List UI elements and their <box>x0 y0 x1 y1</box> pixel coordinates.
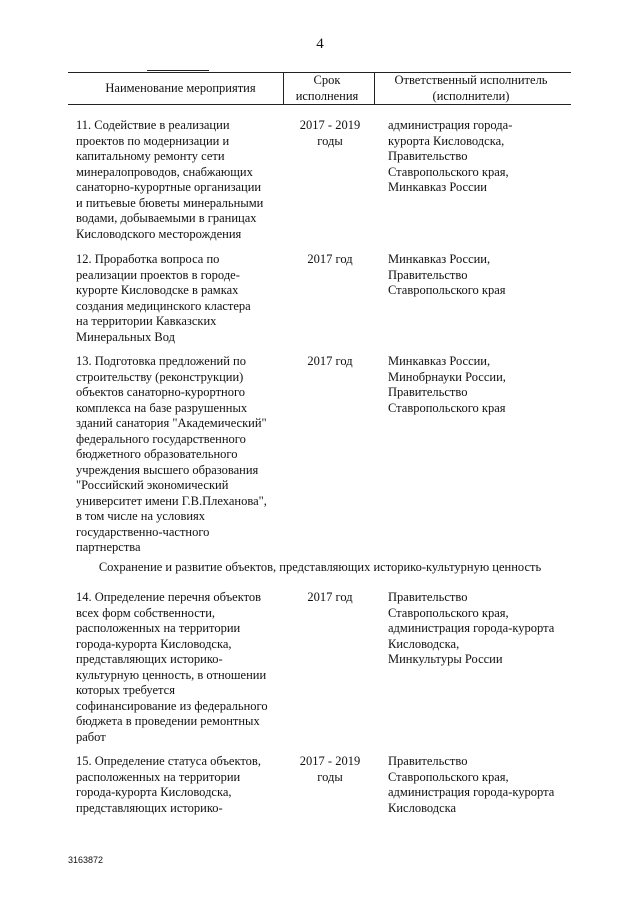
row-responsible: Минкавказ России, Минобрнауки России, Правительство Ставропольского края <box>388 354 506 415</box>
row-term: 2017 - 2019 годы <box>299 754 361 784</box>
header-responsible: Ответственный исполнитель (исполнители) <box>394 73 548 103</box>
page-number: 4 <box>316 36 324 52</box>
row-term: 2017 год <box>307 590 353 604</box>
row-term: 2017 год <box>307 252 353 266</box>
row-term: 2017 - 2019 годы <box>299 118 361 148</box>
row-name: 11. Содействие в реализации проектов по модернизации и капитальному ремонту сети минералопроводов, снабжающих санаторно-курортные организации и питьевые бюветы минеральными водами, добываемыми в границах Кисловодского месторождения <box>76 118 264 241</box>
header-name-underline <box>147 70 209 71</box>
header-divider-2 <box>374 72 375 104</box>
header-name: Наименование мероприятия <box>105 81 256 95</box>
table-header-bottom-rule <box>68 104 571 105</box>
header-term: Срок исполнения <box>295 73 359 103</box>
row-name: 13. Подготовка предложений по строительству (реконструкции) объектов санаторно-курортного комплекса на базе разрушенных зданий санатория "Академический" федерального государственного бюджетного образовательного учреждения высшего образования "Российский экономический университет имени Г.В.Плеханова", в том числе на условиях государственно-частного партнерства <box>76 354 267 554</box>
row-name: 12. Проработка вопроса по реализации проектов в городе- курорте Кисловодске в рамках создания медицинского кластера на территории Кавказских Минеральных Вод <box>76 252 251 344</box>
row-name: 15. Определение статуса объектов, расположенных на территории города-курорта Кисловодска, представляющих историко- <box>76 754 261 815</box>
section-heading: Сохранение и развитие объектов, представляющих историко-культурную ценность <box>98 560 542 574</box>
footer-code: 3163872 <box>68 855 104 865</box>
row-name: 14. Определение перечня объектов всех форм собственности, расположенных на территории города-курорта Кисловодска, представляющих историко- культурную ценность, в отношении которых требуется софинансирование из федерального бюджета в проведении ремонтных работ <box>76 590 268 744</box>
row-responsible: Правительство Ставропольского края, администрация города-курорта Кисловодска, Минкультуры России <box>388 590 555 666</box>
row-responsible: Минкавказ России, Правительство Ставропольского края <box>388 252 506 297</box>
row-responsible: Правительство Ставропольского края, администрация города-курорта Кисловодска <box>388 754 555 815</box>
row-responsible: администрация города- курорта Кисловодска, Правительство Ставропольского края, Минкавказ России <box>388 118 513 194</box>
row-term: 2017 год <box>307 354 353 368</box>
